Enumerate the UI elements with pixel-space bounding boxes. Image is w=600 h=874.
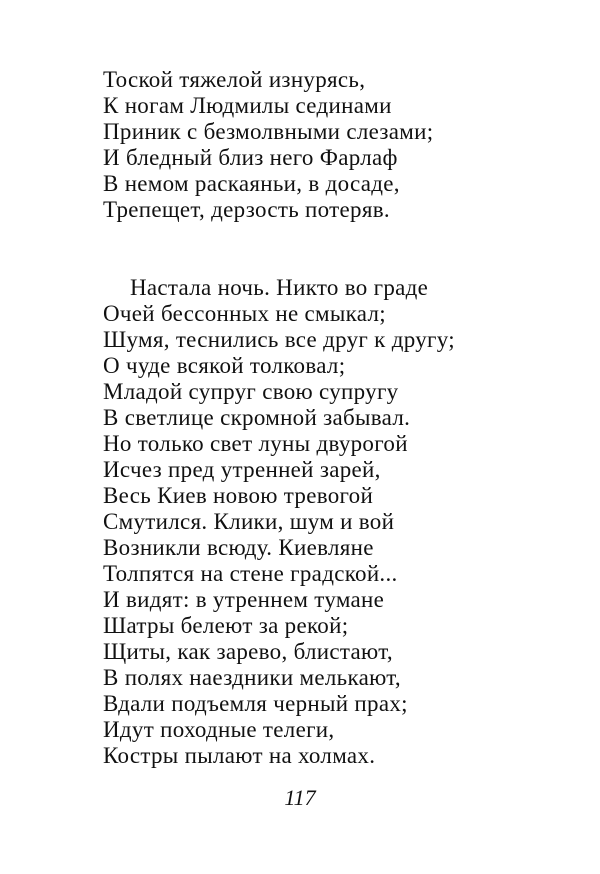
verse-line: Шатры белеют за рекой;: [103, 613, 349, 638]
verse-line: Шумя, теснились все друг к другу;: [103, 327, 455, 352]
verse-line: Щиты, как зарево, блистают,: [103, 639, 393, 664]
verse-line: Настала ночь. Никто во граде: [130, 275, 429, 300]
verse-line: В немом раскаяньи, в досаде,: [103, 171, 400, 196]
verse-line: Весь Киев новою тревогой: [103, 483, 374, 508]
verse-line: К ногам Людмилы сединами: [103, 93, 392, 118]
verse-line: Смутился. Клики, шум и вой: [103, 509, 395, 534]
stanza-1: [103, 67, 433, 223]
verse-line: Вдали подъемля черный прах;: [103, 691, 408, 716]
verse-line: И бледный близ него Фарлаф: [103, 145, 398, 170]
verse-line: Трепещет, дерзость потеряв.: [103, 197, 390, 222]
verse-line: Возникли всюду. Киевляне: [103, 535, 374, 560]
verse-line: И видят: в утреннем тумане: [103, 587, 385, 612]
verse-line: Идут походные телеги,: [103, 717, 335, 742]
verse-line: О чуде всякой толковал;: [103, 353, 346, 378]
verse-line: В светлице скромной забывал.: [103, 405, 411, 430]
verse-line: Тоской тяжелой изнурясь,: [103, 67, 366, 92]
verse-line: Костры пылают на холмах.: [103, 743, 376, 768]
verse-line: В полях наездники мелькают,: [103, 665, 401, 690]
verse-line: Исчез пред утренней зарей,: [103, 457, 381, 482]
verse-line: Младой супруг свою супругу: [103, 379, 399, 404]
verse-line: Но только свет луны двурогой: [103, 431, 408, 456]
verse-line: Очей бессонных не смыкал;: [103, 301, 386, 326]
verse-line: Приник с безмолвными слезами;: [103, 119, 434, 144]
page-number: 117: [284, 785, 316, 810]
verse-line: Толпятся на стене градской...: [103, 561, 398, 586]
stanza-2: [103, 275, 455, 769]
